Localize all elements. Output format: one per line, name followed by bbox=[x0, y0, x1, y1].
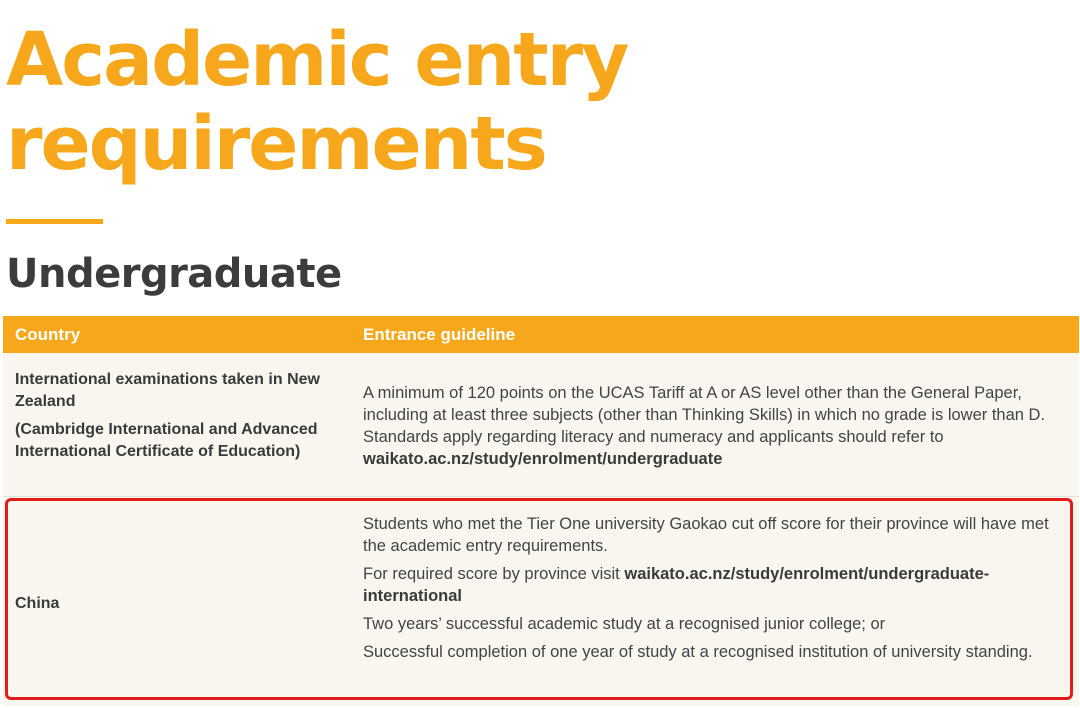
guideline-score-prefix: For required score by province visit bbox=[363, 565, 625, 583]
column-header-entrance-guideline: Entrance guideline bbox=[363, 325, 516, 344]
table-row bbox=[3, 497, 1079, 705]
guideline-paragraph-university-study: Successful completion of one year of study at a recognised institution of university standing. bbox=[363, 643, 1033, 661]
undergraduate-international-link[interactable]: waikato.ac.nz/study/enrolment/undergraduate-international bbox=[363, 565, 990, 605]
guideline-body: A minimum of 120 points on the UCAS Tariff at A or AS level other than the General Paper, including at least three subjects (other than Thinking Skills) in which no grade is lower than D. Standards apply regarding literacy and numeracy and applicants should refer to bbox=[363, 384, 1046, 446]
title-underline-divider bbox=[6, 219, 103, 224]
table-row bbox=[3, 353, 1079, 496]
country-name: International examinations taken in New Zealand bbox=[15, 371, 320, 410]
page-title bbox=[6, 18, 627, 186]
section-heading-undergraduate: Undergraduate bbox=[6, 251, 342, 297]
guideline-paragraph-junior-college: Two years’ successful academic study at a recognised junior college; or bbox=[363, 615, 886, 633]
column-header-country: Country bbox=[15, 325, 81, 344]
country-name-china: China bbox=[15, 595, 60, 612]
guideline-paragraph-gaokao: Students who met the Tier One university Gaokao cut off score for their province will have met the academic entry requirements. bbox=[363, 515, 1049, 555]
page-title-line-1: Academic entry bbox=[6, 17, 628, 103]
country-note: (Cambridge International and Advanced International Certificate of Education) bbox=[15, 421, 318, 460]
entry-requirements-table bbox=[3, 316, 1079, 706]
country-cell bbox=[15, 369, 335, 469]
guideline-paragraph-score bbox=[363, 563, 1063, 607]
guideline-cell bbox=[363, 513, 1063, 669]
guideline-text bbox=[363, 382, 1068, 470]
guideline-cell bbox=[363, 382, 1068, 470]
undergraduate-link[interactable]: waikato.ac.nz/study/enrolment/undergraduate bbox=[363, 450, 723, 468]
page-title-line-2: requirements bbox=[6, 101, 546, 187]
table-header-row bbox=[3, 316, 1079, 353]
